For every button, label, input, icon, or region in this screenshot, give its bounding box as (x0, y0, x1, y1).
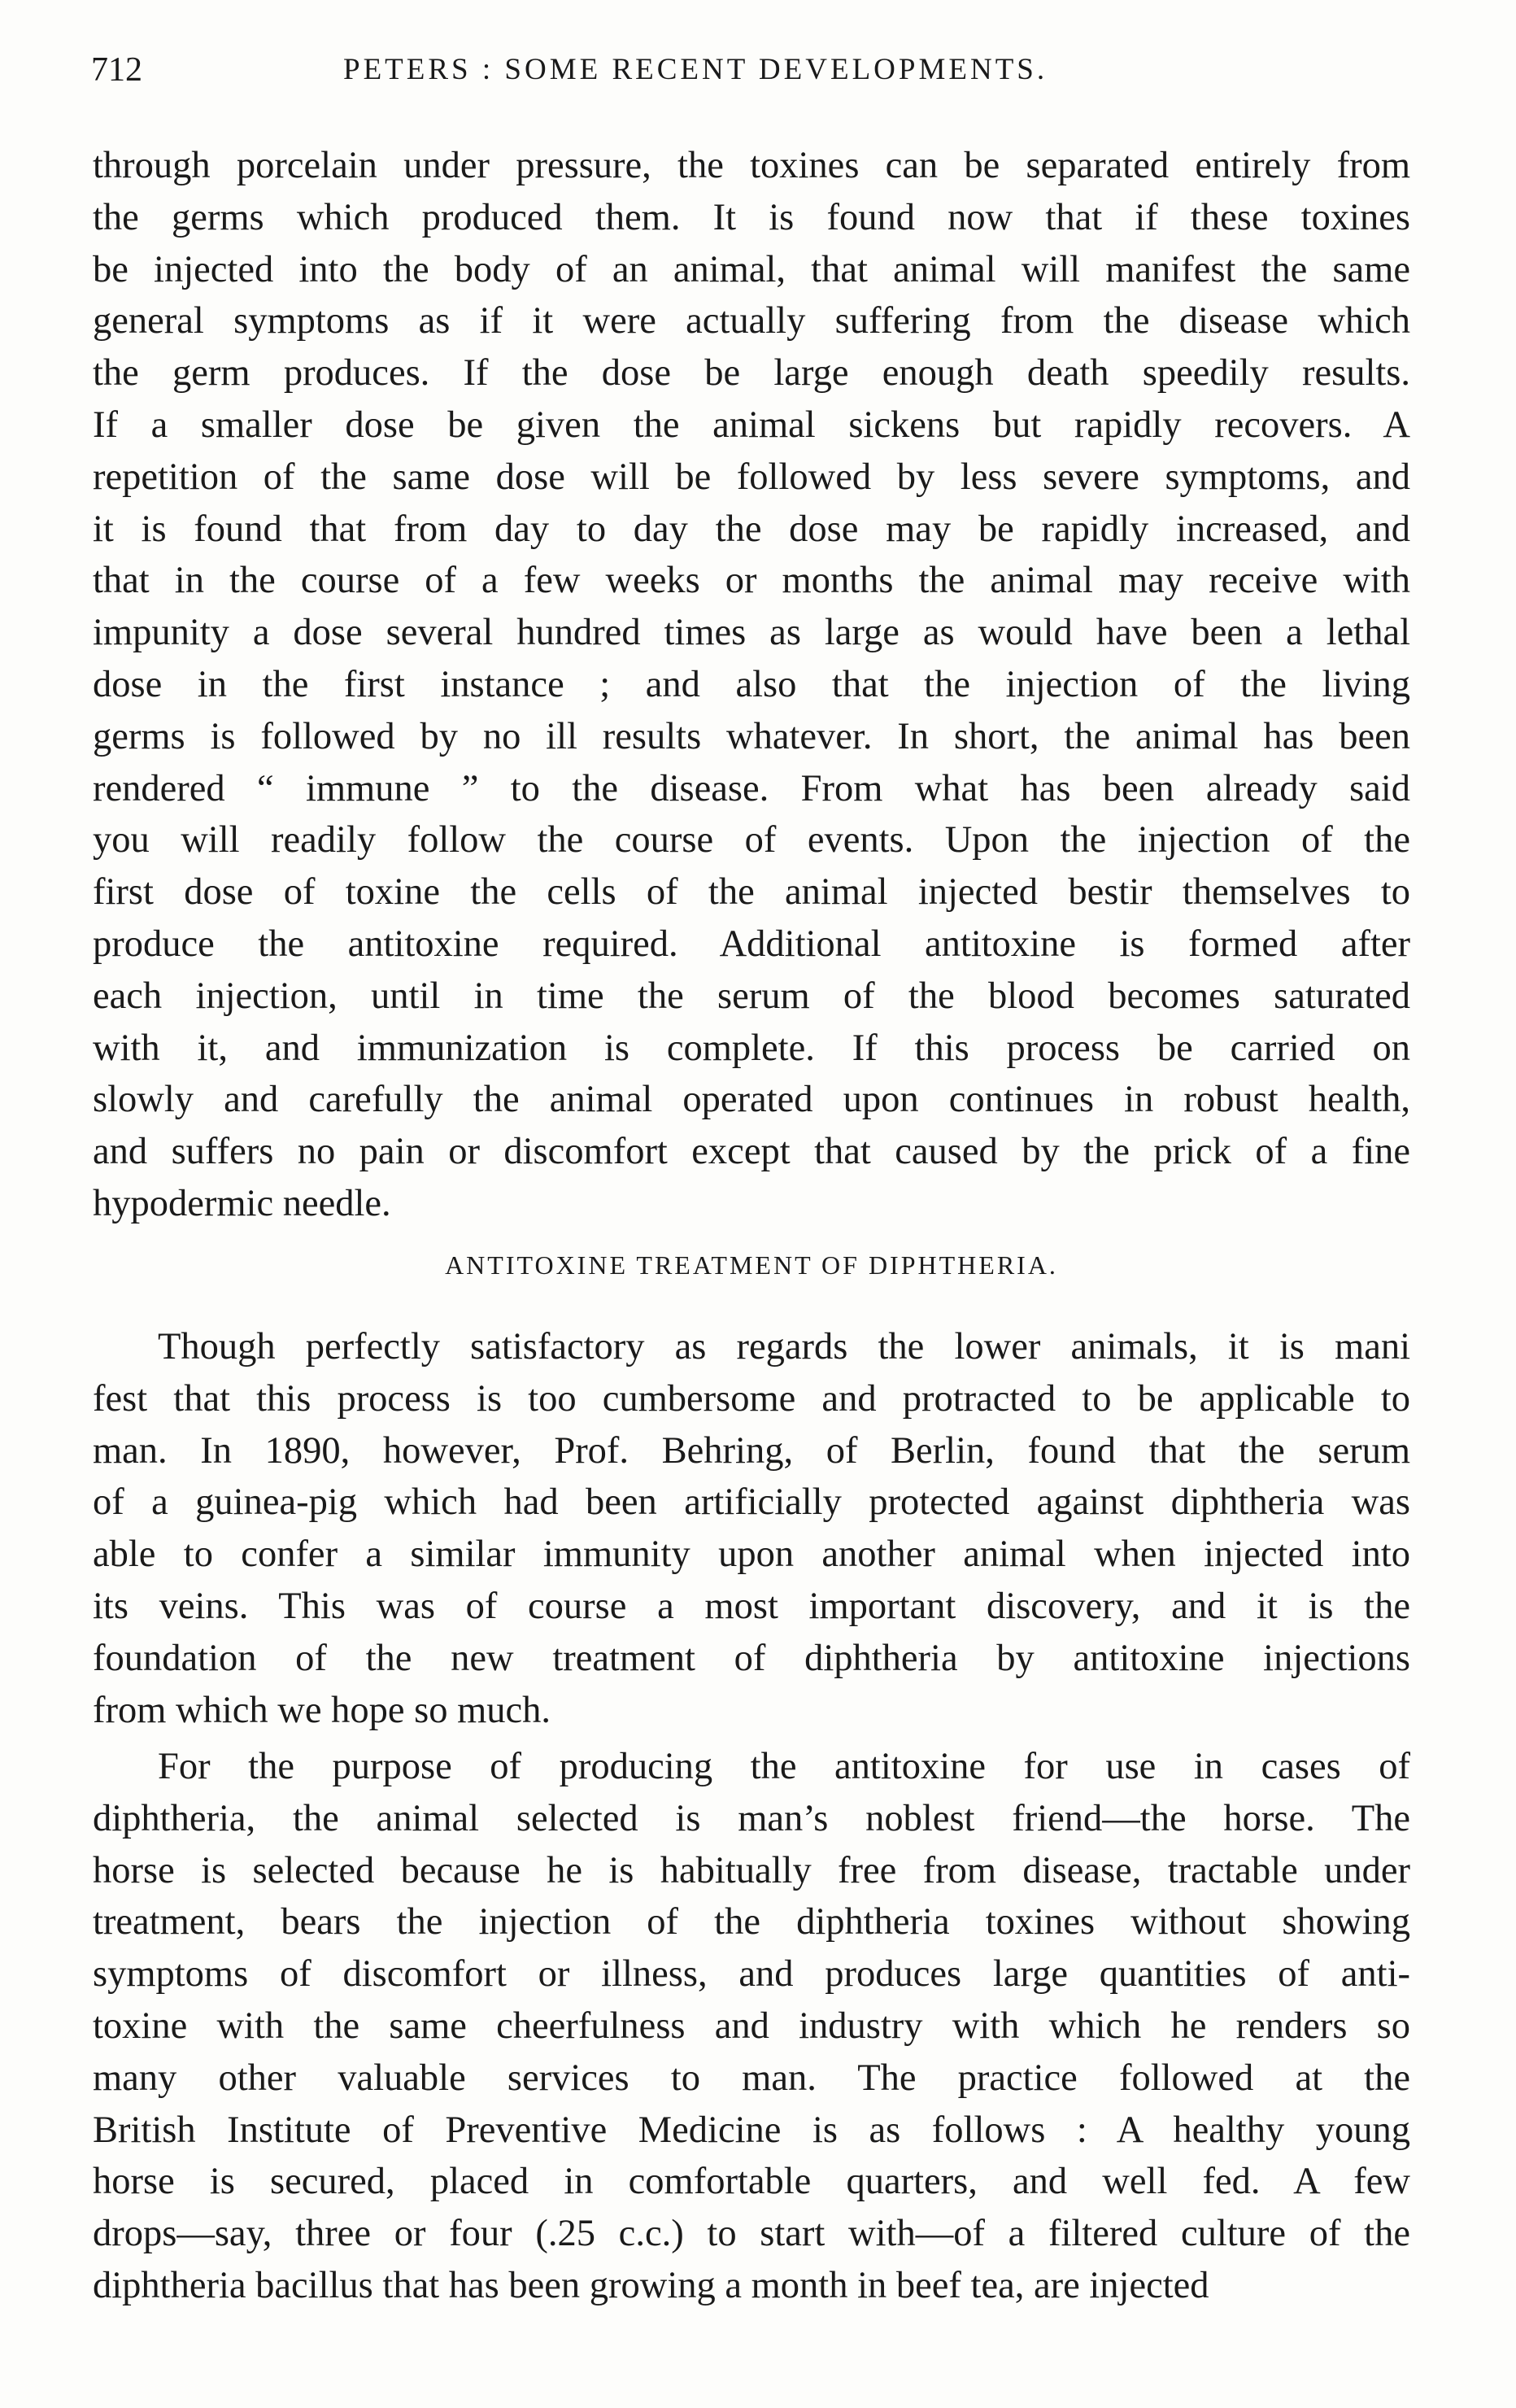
text-line: impunity a dose several hundred times as large as would have been a lethal (93, 612, 1410, 654)
running-head (91, 50, 1409, 99)
text-line: of a guinea-pig which had been artificially protected against diphtheria was (93, 1481, 1410, 1524)
text-line: British Institute of Preventive Medicine is as follows : A healthy young (93, 2109, 1410, 2151)
text-line: If a smaller dose be given the animal sickens but rapidly recovers. A (93, 404, 1410, 446)
text-line: that in the course of a few weeks or months the animal may receive with (93, 560, 1410, 602)
text-line: man. In 1890, however, Prof. Behring, of Berlin, found that the serum (93, 1429, 1410, 1472)
text-line: horse is selected because he is habitually free from disease, tractable under (93, 1849, 1410, 1891)
paragraph-1 (93, 140, 1410, 1230)
text-line: diphtheria, the animal selected is man’s noblest friend—the horse. The (93, 1797, 1410, 1839)
text-line: toxine with the same cheerfulness and industry with which he renders so (93, 2004, 1410, 2047)
text-line: able to confer a similar immunity upon another animal when injected into (93, 1533, 1410, 1576)
text-line: treatment, bears the injection of the diphtheria toxines without showing (93, 1901, 1410, 1943)
text-line: Though perfectly satisfactory as regards the lower animals, it is mani (158, 1326, 1410, 1368)
text-line: diphtheria bacillus that has been growing a month in beef tea, are injected (93, 2264, 1209, 2306)
text-line: fest that this process is too cumbersome and protracted to be applicable to (93, 1377, 1410, 1420)
text-line: be injected into the body of an animal, that animal will manifest the same (93, 248, 1410, 290)
paragraph-3 (93, 1741, 1410, 2312)
text-line: through porcelain under pressure, the toxines can be separated entirely from (93, 145, 1410, 186)
paragraph-2 (93, 1321, 1410, 1736)
text-line: hypodermic needle. (93, 1182, 391, 1224)
text-line: general symptoms as if it were actually suffering from the disease which (93, 300, 1410, 342)
text-line: it is found that from day to day the dose may be rapidly increased, and (93, 508, 1410, 550)
text-line: the germs which produced them. It is found now that if these toxines (93, 196, 1410, 238)
page-number: 712 (91, 51, 142, 89)
text-line: For the purpose of producing the antitoxine for use in cases of (158, 1746, 1410, 1787)
text-line: germs is followed by no ill results whatever. In short, the animal has been (93, 715, 1410, 757)
text-line: drops—say, three or four (.25 c.c.) to start with—of a filtered culture of the (93, 2213, 1410, 2255)
text-line: the germ produces. If the dose be large enough death speedily results. (93, 352, 1410, 395)
text-line: repetition of the same dose will be followed by less severe symptoms, and (93, 456, 1410, 498)
section-heading: ANTITOXINE TREATMENT OF DIPHTHERIA. (445, 1250, 1058, 1280)
text-line: slowly and carefully the animal operated upon continues in robust health, (93, 1079, 1410, 1121)
text-line: first dose of toxine the cells of the animal injected bestir themselves to (93, 871, 1410, 914)
text-line: produce the antitoxine required. Additional antitoxine is formed after (93, 923, 1410, 965)
text-line: symptoms of discomfort or illness, and produces large quantities of anti- (93, 1953, 1410, 1996)
text-line: with it, and immunization is complete. If this process be carried on (93, 1027, 1410, 1069)
text-line: many other valuable services to man. The practice followed at the (93, 2057, 1410, 2099)
text-line: its veins. This was of course a most important discovery, and it is the (93, 1585, 1410, 1627)
text-line: from which we hope so much. (93, 1689, 551, 1731)
text-line: foundation of the new treatment of diphtheria by antitoxine injections (93, 1637, 1410, 1679)
text-line: horse is secured, placed in comfortable quarters, and well fed. A few (93, 2161, 1410, 2203)
text-line: each injection, until in time the serum of the blood becomes saturated (93, 975, 1410, 1017)
text-line: and suffers no pain or discomfort except that caused by the prick of a fine (93, 1131, 1410, 1173)
text-line: dose in the first instance ; and also that the injection of the living (93, 663, 1410, 705)
running-title: PETERS : SOME RECENT DEVELOPMENTS. (343, 53, 1048, 86)
text-line: rendered “ immune ” to the disease. From what has been already said (93, 767, 1410, 809)
text-line: you will readily follow the course of events. Upon the injection of the (93, 819, 1410, 862)
